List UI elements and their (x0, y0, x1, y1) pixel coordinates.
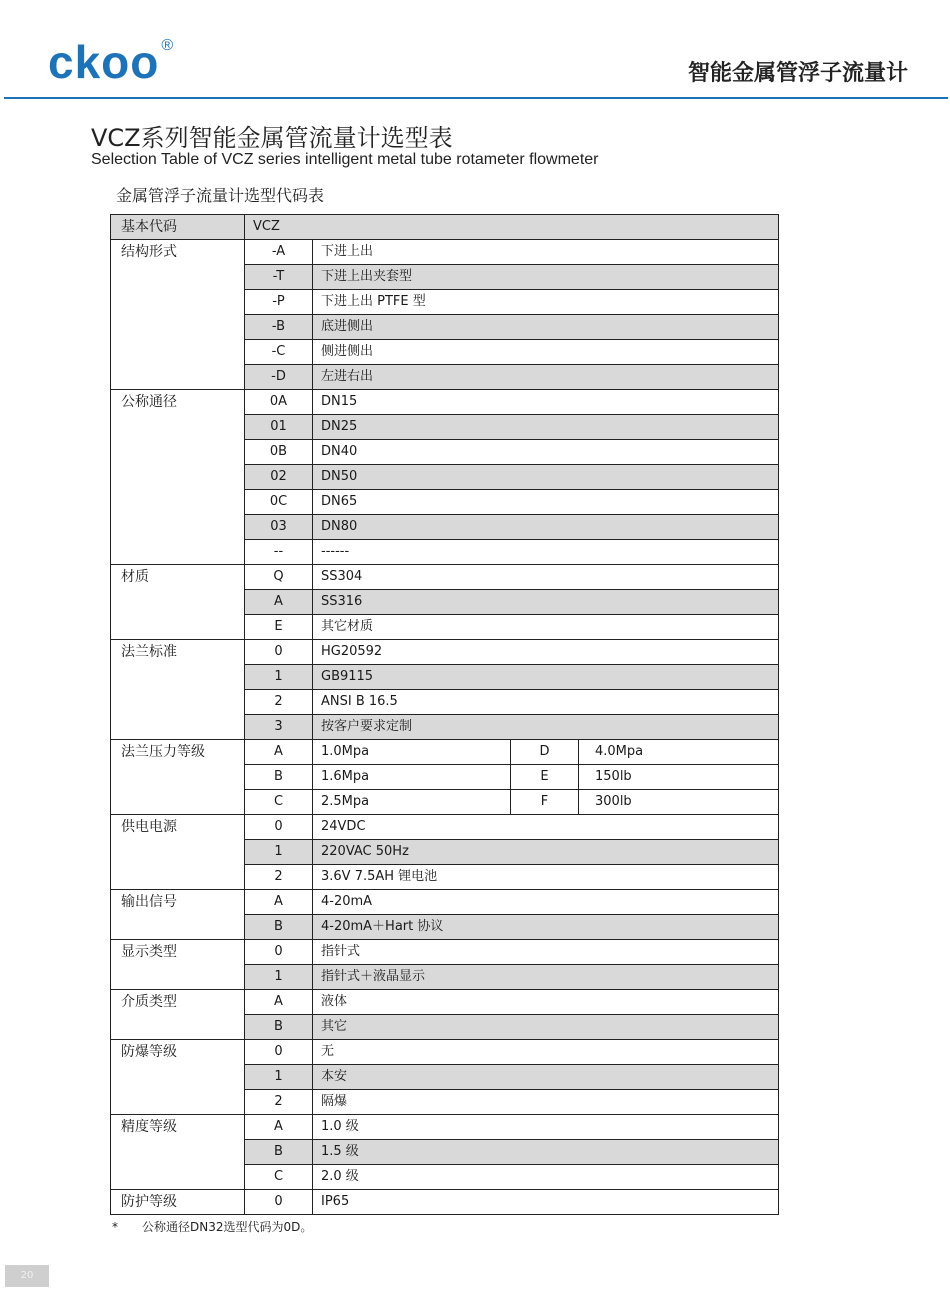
option-description: GB9115 (313, 665, 779, 690)
option-code: A (245, 740, 313, 765)
option-description: ------ (313, 540, 779, 565)
option-description: 4.0Mpa (579, 740, 779, 765)
category-label: 法兰标准 (111, 640, 245, 740)
registered-mark: ® (161, 37, 175, 54)
category-label: 材质 (111, 565, 245, 640)
selection-table (110, 214, 779, 1215)
option-description: 1.6Mpa (313, 765, 511, 790)
option-code: B (245, 1140, 313, 1165)
option-description: 底进侧出 (313, 315, 779, 340)
option-description: SS304 (313, 565, 779, 590)
option-code: E (511, 765, 579, 790)
category-label: 输出信号 (111, 890, 245, 940)
option-code: 3 (245, 715, 313, 740)
option-code: F (511, 790, 579, 815)
option-description: 其它材质 (313, 615, 779, 640)
option-code: 1 (245, 965, 313, 990)
option-description: 4-20mA (313, 890, 779, 915)
table-row (111, 990, 779, 1015)
option-description: 下进上出夹套型 (313, 265, 779, 290)
table-row (111, 1115, 779, 1140)
option-description: 无 (313, 1040, 779, 1065)
option-code: D (511, 740, 579, 765)
option-code: 0C (245, 490, 313, 515)
option-description: DN80 (313, 515, 779, 540)
option-description: SS316 (313, 590, 779, 615)
option-code: 0A (245, 390, 313, 415)
option-code: A (245, 1115, 313, 1140)
footnote-mark: * (112, 1220, 118, 1234)
option-description: DN40 (313, 440, 779, 465)
option-description: DN65 (313, 490, 779, 515)
option-description: DN15 (313, 390, 779, 415)
option-code: 2 (245, 1090, 313, 1115)
category-label: 介质类型 (111, 990, 245, 1040)
option-code: 0 (245, 1190, 313, 1215)
option-code: A (245, 590, 313, 615)
option-description: 下进上出 PTFE 型 (313, 290, 779, 315)
option-code: -D (245, 365, 313, 390)
page-title-cn: VCZ系列智能金属管流量计选型表 (91, 124, 453, 152)
option-code: -- (245, 540, 313, 565)
basic-code-value: VCZ (245, 215, 779, 240)
table-row (111, 640, 779, 665)
header-title: 智能金属管浮子流量计 (687, 61, 908, 86)
option-code: -B (245, 315, 313, 340)
option-description: HG20592 (313, 640, 779, 665)
option-code: B (245, 915, 313, 940)
category-label: 法兰压力等级 (111, 740, 245, 815)
option-description: 其它 (313, 1015, 779, 1040)
table-subtitle: 金属管浮子流量计选型代码表 (116, 186, 325, 205)
option-code: 2 (245, 865, 313, 890)
option-code: 1 (245, 840, 313, 865)
option-description: 300lb (579, 790, 779, 815)
option-code: 0B (245, 440, 313, 465)
option-code: B (245, 765, 313, 790)
page-title-en: Selection Table of VCZ series intelligent metal tube rotameter flowmeter (91, 151, 599, 168)
option-code: B (245, 1015, 313, 1040)
table-row (111, 565, 779, 590)
brand-name: ckoo (48, 36, 160, 88)
option-description: 1.5 级 (313, 1140, 779, 1165)
category-label: 结构形式 (111, 240, 245, 390)
option-description: IP65 (313, 1190, 779, 1215)
category-label: 防护等级 (111, 1190, 245, 1215)
option-code: C (245, 790, 313, 815)
option-description: 侧进侧出 (313, 340, 779, 365)
table-row (111, 240, 779, 265)
option-description: 24VDC (313, 815, 779, 840)
brand-logo (48, 36, 175, 88)
option-code: 03 (245, 515, 313, 540)
option-description: ANSI B 16.5 (313, 690, 779, 715)
table-row (111, 1040, 779, 1065)
table-row (111, 940, 779, 965)
option-description: 3.6V 7.5AH 锂电池 (313, 865, 779, 890)
header-divider (4, 97, 948, 99)
footnote-text: 公称通径DN32选型代码为0D。 (142, 1220, 313, 1234)
page-number: 20 (5, 1265, 49, 1287)
option-code: -T (245, 265, 313, 290)
option-code: E (245, 615, 313, 640)
option-description: 指针式＋液晶显示 (313, 965, 779, 990)
option-code: 0 (245, 815, 313, 840)
table-row (111, 890, 779, 915)
option-description: 1.0 级 (313, 1115, 779, 1140)
option-description: 左进右出 (313, 365, 779, 390)
table-row (111, 1190, 779, 1215)
table-row (111, 815, 779, 840)
option-description: 4-20mA＋Hart 协议 (313, 915, 779, 940)
option-description: 220VAC 50Hz (313, 840, 779, 865)
option-description: 指针式 (313, 940, 779, 965)
option-code: 1 (245, 665, 313, 690)
option-code: 2 (245, 690, 313, 715)
category-label: 精度等级 (111, 1115, 245, 1190)
footnote (112, 1218, 312, 1235)
option-code: -C (245, 340, 313, 365)
option-description: DN25 (313, 415, 779, 440)
option-code: -P (245, 290, 313, 315)
option-description: 1.0Mpa (313, 740, 511, 765)
table-row (111, 740, 779, 765)
option-description: 液体 (313, 990, 779, 1015)
table-row (111, 390, 779, 415)
option-description: 150lb (579, 765, 779, 790)
basic-code-label: 基本代码 (111, 215, 245, 240)
option-code: -A (245, 240, 313, 265)
table-row-basic-code (111, 215, 779, 240)
category-label: 供电电源 (111, 815, 245, 890)
option-code: 01 (245, 415, 313, 440)
option-code: 0 (245, 940, 313, 965)
option-code: 0 (245, 640, 313, 665)
selection-table-body (111, 215, 779, 1215)
option-description: 本安 (313, 1065, 779, 1090)
option-code: Q (245, 565, 313, 590)
option-code: A (245, 890, 313, 915)
option-description: DN50 (313, 465, 779, 490)
option-description: 2.5Mpa (313, 790, 511, 815)
category-label: 公称通径 (111, 390, 245, 565)
option-code: C (245, 1165, 313, 1190)
option-description: 2.0 级 (313, 1165, 779, 1190)
option-description: 隔爆 (313, 1090, 779, 1115)
option-code: 1 (245, 1065, 313, 1090)
option-code: 0 (245, 1040, 313, 1065)
category-label: 显示类型 (111, 940, 245, 990)
option-code: 02 (245, 465, 313, 490)
category-label: 防爆等级 (111, 1040, 245, 1115)
option-description: 下进上出 (313, 240, 779, 265)
option-code: A (245, 990, 313, 1015)
option-description: 按客户要求定制 (313, 715, 779, 740)
